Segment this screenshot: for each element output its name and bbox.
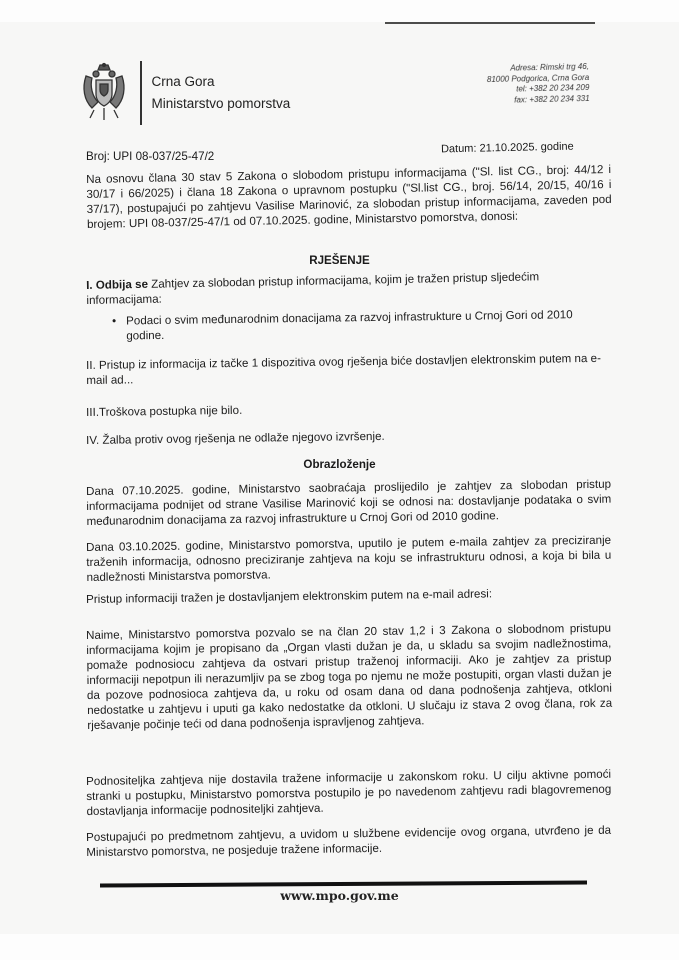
reasoning-paragraph-2: Dana 03.10.2025. godine, Ministarstvo pomorstva, uputilo je putem e-maila zahtjev za preciziranje traženih informacija, odnosno preciziranje zahtjeva na koju se infrastrukturu odnosi, a koja bi bila u nadležnosti Ministarstva pomorstva.: [86, 533, 612, 584]
decision-item-3: III.Troškova postupka nije bilo.: [86, 403, 243, 419]
footer-website: www.mpo.gov.me: [280, 888, 399, 903]
reasoning-paragraph-1: Dana 07.10.2025. godine, Ministarstvo saobraćaja proslijedilo je zahtjev za slobodan pristup informacijama podnijet od strane Vasilise Marinović koji se odnosi na: dostavljanje podataka o svim međunarodnim donacijama za razvoj infrastrukture u Crnoj Gori od 2010 godine.: [86, 477, 612, 528]
scan-edge-line: [385, 22, 595, 24]
decision-item-1-text: Zahtjev za slobodan pristup informacijama, kojim je tražen pristup sljedećim informacijama:: [86, 270, 540, 307]
decision-item-1-bold: I. Odbija se: [86, 277, 149, 292]
address-line: Adresa: Rimski trg 46,: [509, 61, 589, 73]
document-date: Datum: 21.10.2025. godine: [440, 140, 574, 156]
bullet-icon: •: [112, 314, 117, 328]
decision-title: RJEŠENJE: [309, 254, 370, 267]
coat-of-arms-icon: [80, 62, 128, 124]
reasoning-title: Obrazloženje: [303, 458, 376, 471]
fax-line: fax: +382 20 234 331: [513, 93, 590, 105]
decision-item-4: IV. Žalba protiv ovog rješenja ne odlaže njegovo izvršenje.: [86, 429, 385, 447]
reference-number: Broj: UPI 08-037/25-47/2: [86, 150, 215, 163]
bullet-text: Podaci o svim međunarodnim donacijama za razvoj infrastrukture u Crnoj Gori od 2010 godine.: [126, 308, 573, 343]
address-line: 81000 Podgorica, Crna Gora: [486, 72, 589, 84]
phone-line: tel: +382 20 234 209: [515, 82, 590, 94]
letterhead-divider: [140, 61, 142, 125]
ministry-address: [486, 62, 589, 106]
letterhead: [80, 58, 290, 128]
reasoning-paragraph-3: Pristup informaciji tražen je dostavljanjem elektronskim putem na e-mail adresi:: [86, 587, 493, 606]
reasoning-paragraph-5: Podnositeljka zahtjeva nije dostavila tražene informacije u zakonskom roku. U cilju aktivne pomoći stranki u postupku, Ministarstvo pomorstva postupilo je po navedenom zahtjevu radi blagovremenog dostavljanja informacije podnositeljki zahtjeva.: [86, 767, 612, 818]
preamble: Na osnovu člana 30 stav 5 Zakona o slobodom pristupu informacijama ("Sl. list CG., broj: 44/12 i 30/17 i 66/2025) i člana 18 Zakona o upravnom postupku ("Sl.list CG., broj. 56/14, 20/15, 40/16 i 37/17), postupajući po zahtjevu Vasilise Marinović, za slobodan pristup informacijama, zaveden pod brojem: UPI 08-037/25-47/1 od 07.10.2025. godine, Ministarstvo pomorstva, donosi:: [86, 162, 612, 231]
reasoning-paragraph-4: Naime, Ministarstvo pomorstva pozvalo se na član 20 stav 1,2 i 3 Zakona o slobodnom pristupu informacijama kojim je propisano da „Organ vlasti dužan je da, u skladu sa svojim nadležnostima, pomaže podnosiocu zahtjeva da ostvari pristup traženoj informaciji. Ako je zahtjev za pristup informaciji nepotpun ili nerazumljiv pa se zbog toga po njemu ne može postupiti, organ vlasti dužan je da pozove podnosioca zahtjeva da, u roku od osam dana od dana podnošenja zahtjeva, otkloni nedostatke u zahtjevu i uputi ga kako nedostatke da otkloni. U slučaju iz stava 2 ovog člana, rok za rješavanje počinje teći od dana podnošenja ispravljenog zahtjeva.: [86, 621, 613, 732]
country-name: Crna Gora: [151, 74, 215, 89]
decision-item-2: II. Pristup iz informacija iz tačke 1 dispozitiva ovog rješenja biće dostavljen elektronskim putem na e-mail ad...: [86, 351, 602, 387]
ministry-name: Ministarstvo pomorstva: [151, 96, 291, 111]
reasoning-paragraph-6: Postupajući po predmetnom zahtjevu, a uvidom u službene evidencije ovog organa, utvrđeno je da Ministarstvo pomorstva, ne posjeduje tražene informacije.: [86, 823, 612, 859]
